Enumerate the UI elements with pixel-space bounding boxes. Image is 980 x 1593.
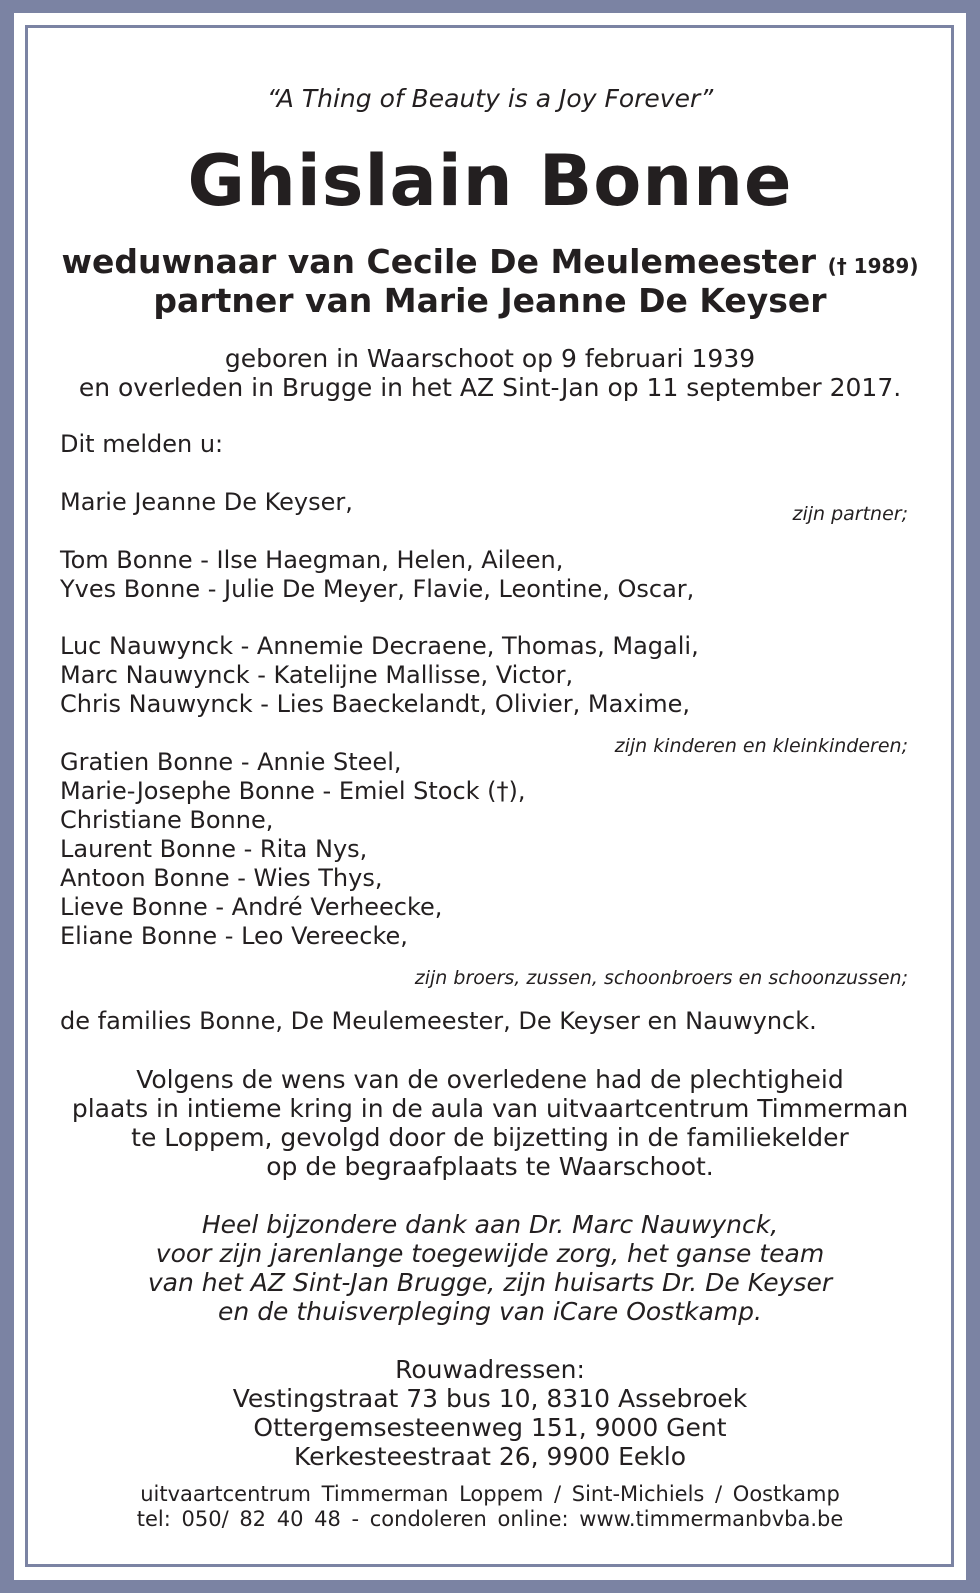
list-item: Gratien Bonne - Annie Steel, xyxy=(60,748,402,776)
address-line: Vestingstraat 73 bus 10, 8310 Assebroek xyxy=(232,1384,748,1413)
thanks-line: voor zijn jarenlange toegewijde zorg, het ganse team xyxy=(155,1239,825,1268)
list-item: Tom Bonne - Ilse Haegman, Helen, Aileen, xyxy=(60,546,564,574)
list-item: Lieve Bonne - André Verheecke, xyxy=(60,893,443,921)
partner-line: partner van Marie Jeanne De Keyser xyxy=(153,281,827,320)
quote: “A Thing of Beauty is a Joy Forever” xyxy=(266,84,714,113)
list-item: Eliane Bonne - Leo Vereecke, xyxy=(60,922,408,950)
partner-role: zijn partner; xyxy=(792,503,908,525)
death-line: en overleden in Brugge in het AZ Sint-Jan op 11 september 2017. xyxy=(78,373,902,402)
siblings-role: zijn broers, zussen, schoonbroers en schoonzussen; xyxy=(414,967,908,989)
list-item: Luc Nauwynck - Annemie Decraene, Thomas, Magali, xyxy=(60,632,699,660)
list-item: Antoon Bonne - Wies Thys, xyxy=(60,864,383,892)
widower-death: († 1989) xyxy=(827,254,919,278)
widower-line xyxy=(0,242,980,281)
address-line: Ottergemsesteenweg 151, 9000 Gent xyxy=(253,1413,727,1442)
list-item: Chris Nauwynck - Lies Baeckelandt, Olivier, Maxime, xyxy=(60,690,690,718)
contact-line: tel: 050/ 82 40 48 - condoleren online: www.timmermanbvba.be xyxy=(136,1507,844,1531)
list-item: Marc Nauwynck - Katelijne Mallisse, Victor, xyxy=(60,661,574,689)
list-item: Laurent Bonne - Rita Nys, xyxy=(60,835,368,863)
address-line: Kerkesteestraat 26, 9900 Eeklo xyxy=(293,1442,687,1471)
addresses-title: Rouwadressen: xyxy=(395,1355,585,1384)
partner-name: Marie Jeanne De Keyser, xyxy=(60,488,353,516)
list-item: Yves Bonne - Julie De Meyer, Flavie, Leontine, Oscar, xyxy=(60,575,695,603)
thanks-line: en de thuisverpleging van iCare Oostkamp. xyxy=(218,1297,762,1326)
ceremony-line: op de begraafplaats te Waarschoot. xyxy=(266,1152,714,1181)
birth-line: geboren in Waarschoot op 9 februari 1939 xyxy=(224,344,756,373)
children-role: zijn kinderen en kleinkinderen; xyxy=(614,735,908,757)
intro-text: Dit melden u: xyxy=(60,430,224,458)
deceased-name: Ghislain Bonne xyxy=(187,140,793,222)
list-item: Christiane Bonne, xyxy=(60,806,274,834)
list-item: Marie-Josephe Bonne - Emiel Stock (†), xyxy=(60,777,526,805)
thanks-line: van het AZ Sint-Jan Brugge, zijn huisarts Dr. De Keyser xyxy=(147,1268,833,1297)
widower-text: weduwnaar van Cecile De Meulemeester xyxy=(61,242,817,281)
thanks-line: Heel bijzondere dank aan Dr. Marc Nauwynck, xyxy=(201,1210,779,1239)
ceremony-line: plaats in intieme kring in de aula van uitvaartcentrum Timmerman xyxy=(71,1094,909,1123)
ceremony-line: te Loppem, gevolgd door de bijzetting in de familiekelder xyxy=(131,1123,849,1152)
ceremony-line: Volgens de wens van de overledene had de plechtigheid xyxy=(136,1065,844,1094)
families-text: de families Bonne, De Meulemeester, De Keyser en Nauwynck. xyxy=(60,1007,817,1035)
funeral-home-line: uitvaartcentrum Timmerman Loppem / Sint-Michiels / Oostkamp xyxy=(140,1482,840,1506)
